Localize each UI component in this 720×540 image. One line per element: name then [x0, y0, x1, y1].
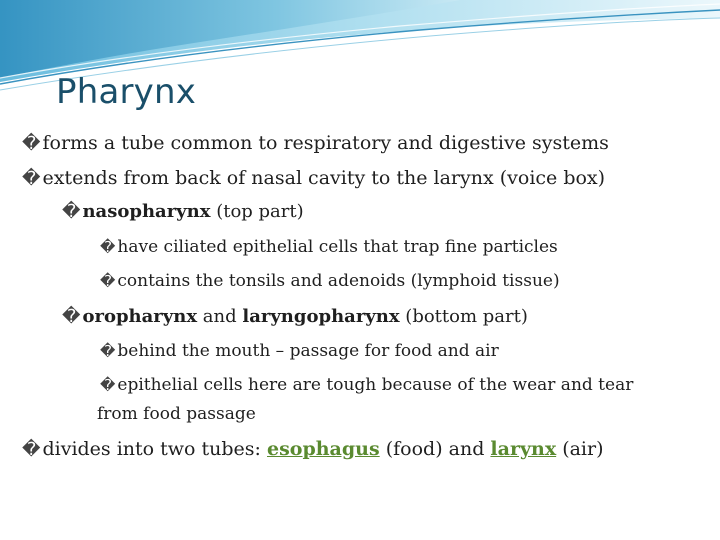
esophagus-link[interactable]: esophagus	[267, 438, 380, 460]
bullet-text: forms a tube common to respiratory and digestive systems	[42, 132, 609, 154]
bullet-text: have ciliated epithelial cells that trap fine particles	[117, 237, 558, 257]
bullet-level2	[62, 308, 528, 326]
bullet-text: contains the tonsils and adenoids (lymphoid tissue)	[117, 271, 560, 291]
bullet-text: extends from back of nasal cavity to the larynx (voice box)	[42, 167, 606, 189]
bullet-text: (top part)	[210, 201, 304, 222]
bullet-level3	[100, 343, 499, 360]
bullet-level2	[62, 203, 304, 221]
bullet-level3	[100, 377, 633, 394]
bullet-continuation	[97, 406, 256, 423]
bullet-glyph: �	[100, 238, 116, 256]
bullet-text: (bottom part)	[399, 306, 528, 327]
term-oropharynx: oropharynx	[82, 306, 198, 327]
bullet-glyph: �	[62, 201, 81, 222]
bullet-text: from food passage	[97, 404, 256, 424]
bullet-text: (air)	[556, 438, 604, 460]
larynx-link[interactable]: larynx	[490, 438, 557, 460]
term-nasopharynx: nasopharynx	[82, 201, 211, 222]
term-laryngopharynx: laryngopharynx	[242, 306, 400, 327]
bullet-text: (food) and	[379, 438, 491, 460]
bullet-level3	[100, 273, 560, 290]
bullet-level1	[22, 134, 609, 153]
bullet-text: and	[197, 306, 243, 327]
bullet-glyph: �	[22, 439, 41, 460]
bullet-glyph: �	[22, 133, 41, 154]
bullet-glyph: �	[100, 272, 116, 290]
bullet-glyph: �	[100, 376, 116, 394]
bullet-level3	[100, 239, 558, 256]
bullet-glyph: �	[62, 306, 81, 327]
bullet-level1	[22, 440, 604, 459]
bullet-text: divides into two tubes:	[42, 438, 267, 460]
bullet-glyph: �	[100, 342, 116, 360]
bullet-glyph: �	[22, 168, 41, 189]
bullet-level1	[22, 169, 605, 188]
bullet-text: epithelial cells here are tough because of the wear and tear	[117, 375, 634, 395]
slide-title: Pharynx	[56, 72, 197, 112]
bullet-text: behind the mouth – passage for food and air	[117, 341, 499, 361]
